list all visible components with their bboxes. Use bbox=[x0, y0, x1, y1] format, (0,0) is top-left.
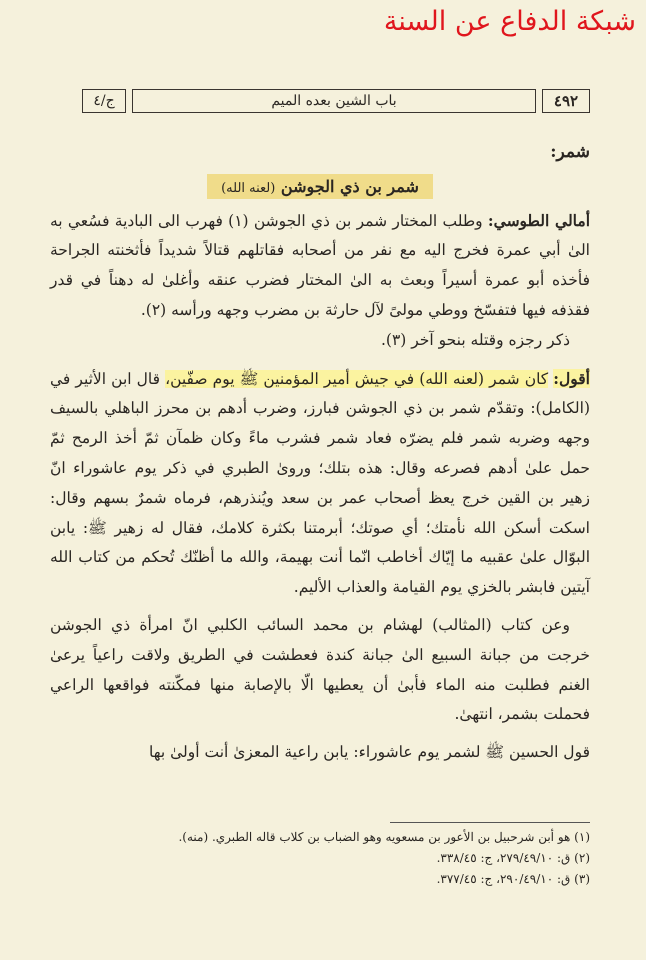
footnote-1: (١) هو أبن شرحبيل بن الأعور بن مسعويه وهو الضباب بن كلاب قاله الطبري. (منه). bbox=[178, 830, 590, 844]
chapter-title: باب الشين بعده الميم bbox=[132, 89, 536, 113]
paragraph-1-text: وطلب المختار شمر بن ذي الجوشن (١) فهرب الى البادية فسُعي به الىٰ أبي عمرة فخرج اليه مع نفر من أصحابه فقاتلهم قتالاً شديداً فأثخنته الجراحة فأخذه أبو عمرة أسيراً وبعث به الىٰ المختار فضرب عنقه وأغلىٰ له دهناً في قدر فقذفه فيها فتفسّخ ووطي مولىً لآل حارثة بن مضرب وجهه ورأسه (٢). bbox=[50, 211, 590, 319]
source-label: أمالي الطوسي: bbox=[487, 210, 591, 230]
page-header bbox=[82, 88, 590, 116]
volume-label: ج/٤ bbox=[82, 89, 126, 113]
paragraph-3-text: قال ابن الأثير في (الكامل): وتقدّم شمر بن ذي الجوشن فبارز، وضرب أدهم بن محرز الباهلي بالسيف وجهه وضربه شمر فلم يضرّه فعاد شمر فشرب ماءً وكان ظمآن ثمّ أخذ الرمح ثمّ حمل علىٰ أدهم فصرعه وقال: هذه بتلك؛ وروىٰ الطبري في ذكر يوم عاشوراء انّ زهير بن القين خرج يعظ أصحاب عمر بن سعد ويُنذرهم، فرماه شمرٌ بسهم وقال: اسكت أسكن الله نأمتك؛ أي صوتك؛ أبرمتنا بكثرة كلامك، فقال له زهير ﷺ: يابن البوّال علىٰ عقبيه ما إيّاك أخاطب انّما أنت بهيمة، والله ما أظنّك تُحكم من كتاب الله آيتين فابشر بالخزي يوم القيامة والعذاب الأليم. bbox=[50, 369, 590, 597]
footnotes bbox=[50, 822, 590, 890]
footnote-2: (٢) ق: ٢٧٩/٤٩/١٠، ج: ٣٣٨/٤٥. bbox=[436, 851, 590, 865]
main-content bbox=[50, 138, 590, 768]
entry-name-suffix: (لعنه الله) bbox=[221, 180, 276, 196]
watermark-text: شبكة الدفاع عن السنة bbox=[383, 6, 636, 37]
paragraph-2: ذكر رجزه وقتله بنحو آخر (٣). bbox=[380, 330, 570, 349]
paragraph-3-highlight: كان شمر (لعنه الله) في جيش أمير المؤمنين ﷺ يوم صفّين، bbox=[165, 369, 549, 388]
paragraph-5: قول الحسين ﷺ لشمر يوم عاشوراء: يابن راعية المعزىٰ أنت أولىٰ بها bbox=[149, 743, 590, 762]
entry-name-box bbox=[50, 172, 590, 204]
footnote-3: (٣) ق: ٢٩٠/٤٩/١٠، ج: ٣٧٧/٤٥. bbox=[436, 872, 590, 886]
entry-heading: شمر: bbox=[550, 142, 590, 162]
footnote-rule bbox=[390, 822, 590, 823]
paragraph-1 bbox=[50, 206, 590, 326]
paragraph-3-lead: أقول: bbox=[553, 368, 590, 388]
page-number: ٤٩٢ bbox=[542, 89, 590, 113]
paragraph-4: وعن كتاب (المثالب) لهشام بن محمد السائب الكلبي انّ امرأة ذي الجوشن خرجت من جبانة السبيع الىٰ جبانة كندة فعطشت في الطريق ولاقت راعياً يرعىٰ الغنم فطلبت منه الماء فأبىٰ أن يعطيها الّا بالإصابة منها فمكّنته فواقعها الراعي فحملت بشمر، انتهىٰ. bbox=[50, 615, 590, 724]
entry-name-highlight bbox=[207, 174, 433, 199]
entry-name: شمر بن ذي الجوشن bbox=[280, 176, 419, 196]
paragraph-3 bbox=[50, 364, 590, 603]
